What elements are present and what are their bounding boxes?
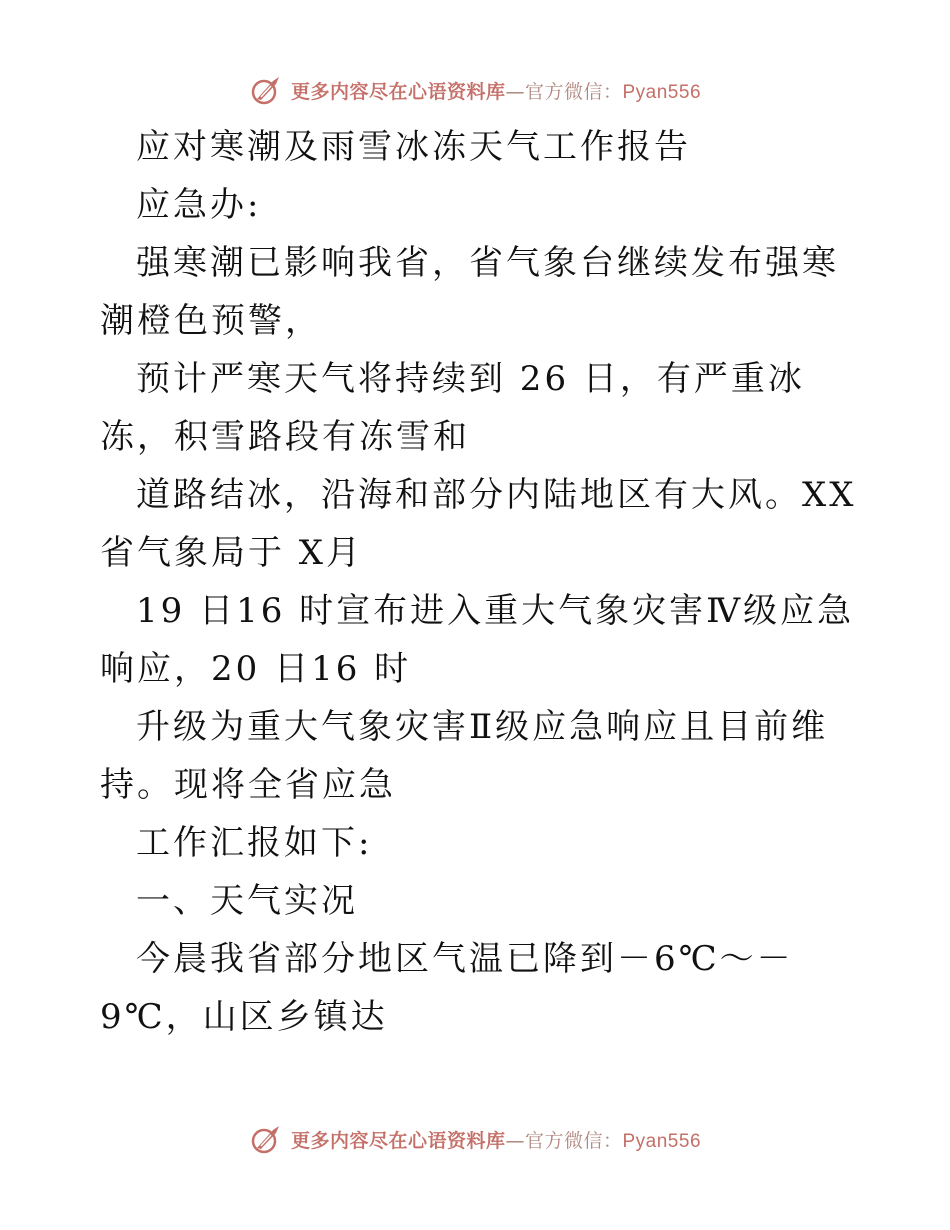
footer-watermark (0, 1119, 950, 1159)
paragraph: 19 日16 时宣布进入重大气象灾害Ⅳ级应急响应，20 日16 时 (100, 591, 855, 689)
paragraph: 工作汇报如下: (136, 823, 373, 863)
document-title: 应对寒潮及雨雪冰冻天气工作报告 (136, 127, 691, 167)
paragraph: 升级为重大气象灾害Ⅱ级应急响应且目前维持。现将全省应急 (100, 707, 829, 805)
document-body (100, 118, 860, 1046)
watermark-text: 更多内容尽在心语资料库—官方微信：Pyan556 (290, 1129, 702, 1152)
recipient-line: 应急办: (136, 185, 262, 225)
paragraph: 强寒潮已影响我省，省气象台继续发布强寒潮橙色预警， (100, 243, 839, 341)
quill-logo-icon (249, 73, 283, 107)
section-heading: 一、天气实况 (136, 881, 358, 921)
paragraph: 预计严寒天气将持续到 26 日，有严重冰冻，积雪路段有冻雪和 (100, 359, 805, 457)
watermark-text: 更多内容尽在心语资料库—官方微信：Pyan556 (290, 80, 702, 103)
quill-logo-icon (249, 1122, 283, 1156)
header-watermark (0, 70, 950, 110)
paragraph: 道路结冰，沿海和部分内陆地区有大风。XX 省气象局于 X月 (100, 475, 857, 573)
paragraph: 今晨我省部分地区气温已降到－6℃～－9℃，山区乡镇达 (100, 939, 794, 1037)
